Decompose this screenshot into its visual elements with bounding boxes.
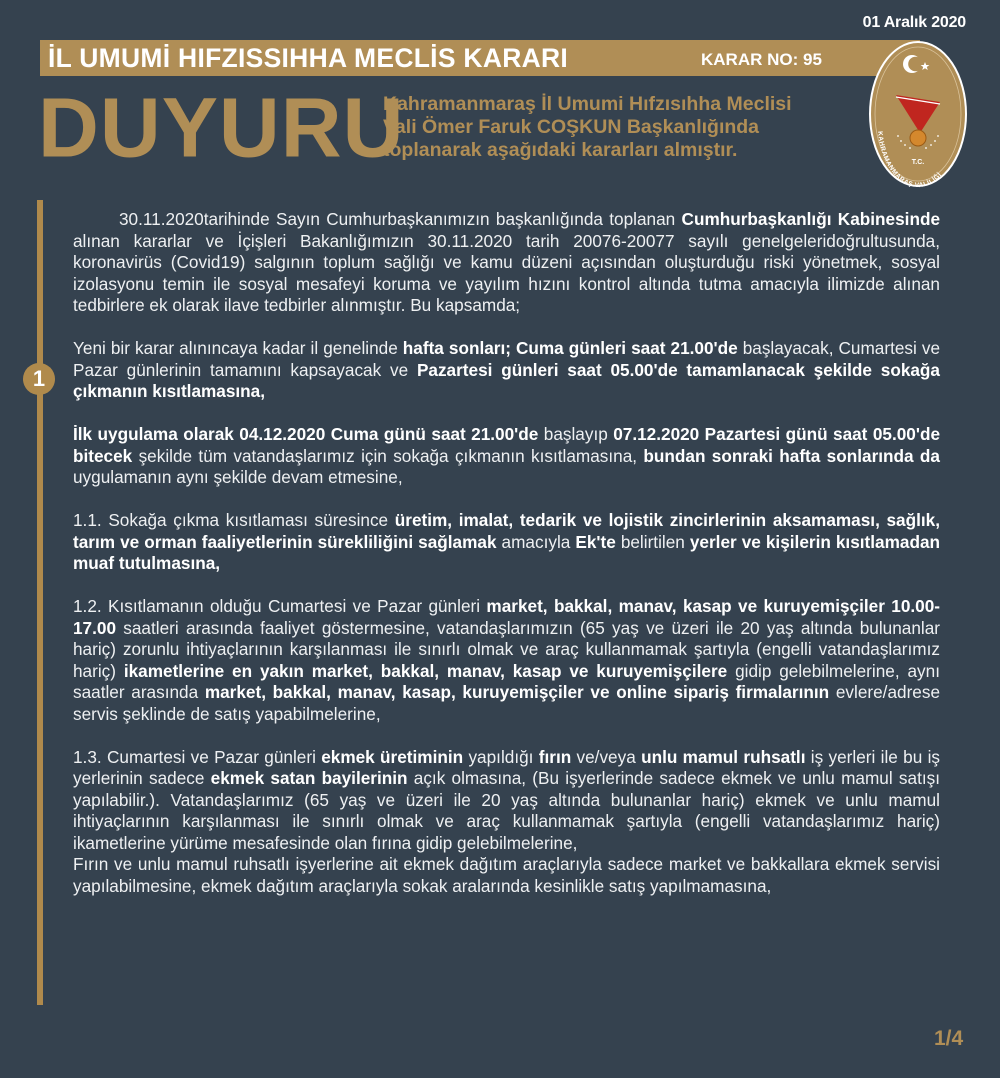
text: açık olmasına, (Bu işyerlerinde sadece ekmek ve unlu mamul satışı yapılabilir.). Vatandaşlarımız (65 yaş ve üzeri ile 20 yaş altında bulunanlar hariç) ekmek ve unlu mamul ihtiyaçlarının karşılanması ile sınırlı olmak ve araç kullanmamak şartıyla (engelli vatandaşlarımız hariç) ikametlerine yürüme mesafesinde olan fırına gidip gelebilmelerine, bbox=[73, 768, 940, 853]
item-number-badge: 1 bbox=[23, 363, 55, 395]
decision-content bbox=[73, 209, 940, 897]
bold-text: Cumhurbaşkanlığı Kabinesinde bbox=[681, 209, 940, 229]
subtitle-line: toplanarak aşağıdaki kararları almıştır. bbox=[383, 139, 738, 161]
bold-text: bundan sonraki hafta sonlarında da bbox=[643, 445, 940, 466]
bold-text: yerler ve kişilerin kısıtlamadan muaf tutulmasına, bbox=[73, 531, 940, 573]
bold-text: Ek'te bbox=[575, 531, 616, 552]
bold-text: hafta sonları; Cuma günleri saat 21.00'de bbox=[402, 338, 738, 358]
text: evlere/adrese servis şeklinde de satış yapabilmelerine, bbox=[73, 682, 940, 724]
bold-text: market, bakkal, manav, kasap ve kuruyemişçiler 10.00-17.00 bbox=[73, 596, 940, 638]
emblem bbox=[868, 40, 968, 188]
paragraph-1-3-bread-distribution bbox=[73, 854, 940, 897]
paragraph-first-application bbox=[73, 424, 940, 489]
text: 1.1. Sokağa çıkma kısıtlaması süresince bbox=[73, 510, 395, 530]
text: Yeni bir karar alınıncaya kadar il genelinde bbox=[73, 338, 403, 358]
text: Fırın ve unlu mamul ruhsatlı işyerlerine ait ekmek dağıtım araçlarıyla sadece market ve bakkallara ekmek servisi yapılabilmesine, ekmek dağıtım araçlarıyla sokak aralarında kesinlikle satış yapılmamasına, bbox=[73, 854, 940, 896]
bold-text: ikametlerine en yakın market, bakkal, manav, kasap ve kuruyemişçilere bbox=[123, 660, 728, 681]
text: gidip gelebilmelerine, aynı saatler arasında bbox=[73, 660, 940, 702]
text: şekilde tüm vatandaşlarımız için sokağa çıkmanın kısıtlamasına, bbox=[132, 445, 644, 466]
text: amacıyla bbox=[496, 531, 576, 552]
svg-text:T.C.: T.C. bbox=[911, 159, 925, 166]
decision-number: KARAR NO: 95 bbox=[701, 50, 822, 69]
text: uygulamanın aynı şekilde devam etmesine, bbox=[73, 467, 403, 487]
bold-text: unlu mamul ruhsatlı bbox=[641, 746, 806, 767]
text: alınan kararlar ve İçişleri Bakanlığımızın 30.11.2020 tarih 20076-20077 sayılı genelgeleridoğrultusunda, koronavirüs (Covid19) salgının toplum sağlığı ve kamu düzeni açısından oluşturduğu riski yönetmek, sosyal izolasyonu temin ile sosyal mesafeyi koruma ve yayılım hızını kontrol altında tutma amacıyla ilimizde alınan tedbirlere ek olarak ilave tedbirler alınmıştır. Bu kapsamda; bbox=[73, 230, 940, 315]
svg-text:KAHRAMANMARAŞ VALİLİĞİ: KAHRAMANMARAŞ VALİLİĞİ bbox=[876, 130, 944, 188]
text: belirtilen bbox=[615, 531, 690, 552]
text: ve/veya bbox=[571, 746, 642, 767]
bold-text: 07.12.2020 Pazartesi günü saat 05.00'de bitecek bbox=[73, 424, 940, 466]
subtitle-line: Kahramanmaraş İl Umumi Hıfzısıhha Meclisi bbox=[383, 93, 792, 115]
date-label: 01 Aralık 2020 bbox=[862, 14, 966, 31]
governorship-seal-icon bbox=[868, 40, 968, 188]
text: yapıldığı bbox=[463, 746, 539, 767]
bold-text: Pazartesi günleri saat 05.00'de tamamlanacak şekilde sokağa çıkmanın kısıtlamasına, bbox=[73, 359, 940, 401]
intro-paragraph bbox=[73, 209, 940, 317]
bold-text: İlk uygulama olarak 04.12.2020 Cuma günü saat 21.00'de bbox=[73, 424, 539, 444]
paragraph-1-2 bbox=[73, 596, 940, 725]
text: 1.3. Cumartesi ve Pazar günleri bbox=[73, 746, 322, 767]
bold-text: ekmek satan bayilerinin bbox=[210, 768, 408, 788]
text: başlayıp bbox=[538, 424, 614, 444]
bold-text: fırın bbox=[538, 746, 572, 767]
bold-text: ekmek üretiminin bbox=[321, 746, 464, 767]
text: 1.2. Kısıtlamanın olduğu Cumartesi ve Pazar günleri bbox=[73, 596, 487, 616]
paragraph-item-1 bbox=[73, 338, 940, 403]
bold-text: üretim, imalat, tedarik ve lojistik zincirlerinin aksamaması, sağlık, tarım ve orman faaliyetlerinin sürekliliğini sağlamak bbox=[73, 510, 940, 552]
page-number: 1/4 bbox=[934, 1027, 964, 1050]
bold-text: market, bakkal, manav, kasap, kuruyemişçiler ve online sipariş firmalarının bbox=[204, 682, 830, 702]
text: saatleri arasında faaliyet göstermesine, vatandaşlarımızın (65 yaş ve üzeri ile 20 yaş altında bulunanlar hariç) zorunlu ihtiyaçlarının karşılanması ile sınırlı olmak ve araç kullanmamak şartıyla (engelli vatandaşlarımız hariç) bbox=[73, 617, 940, 681]
subtitle-line: Vali Ömer Faruk COŞKUN Başkanlığında bbox=[383, 116, 760, 138]
text: iş yerleri ile bu iş yerlerinin sadece bbox=[73, 746, 940, 788]
document-title: İL UMUMİ HIFZISSIHHA MECLİS KARARI bbox=[48, 43, 569, 73]
paragraph-1-1 bbox=[73, 510, 940, 575]
timeline-bar bbox=[37, 200, 43, 1005]
text: 30.11.2020tarihinde Sayın Cumhurbaşkanımızın başkanlığında toplanan bbox=[119, 209, 682, 229]
headline: DUYURU bbox=[38, 81, 405, 176]
paragraph-1-3 bbox=[73, 747, 940, 855]
text: başlayacak, Cumartesi ve Pazar günlerinin tamamını kapsayacak ve bbox=[73, 338, 940, 380]
subtitle bbox=[383, 93, 792, 162]
